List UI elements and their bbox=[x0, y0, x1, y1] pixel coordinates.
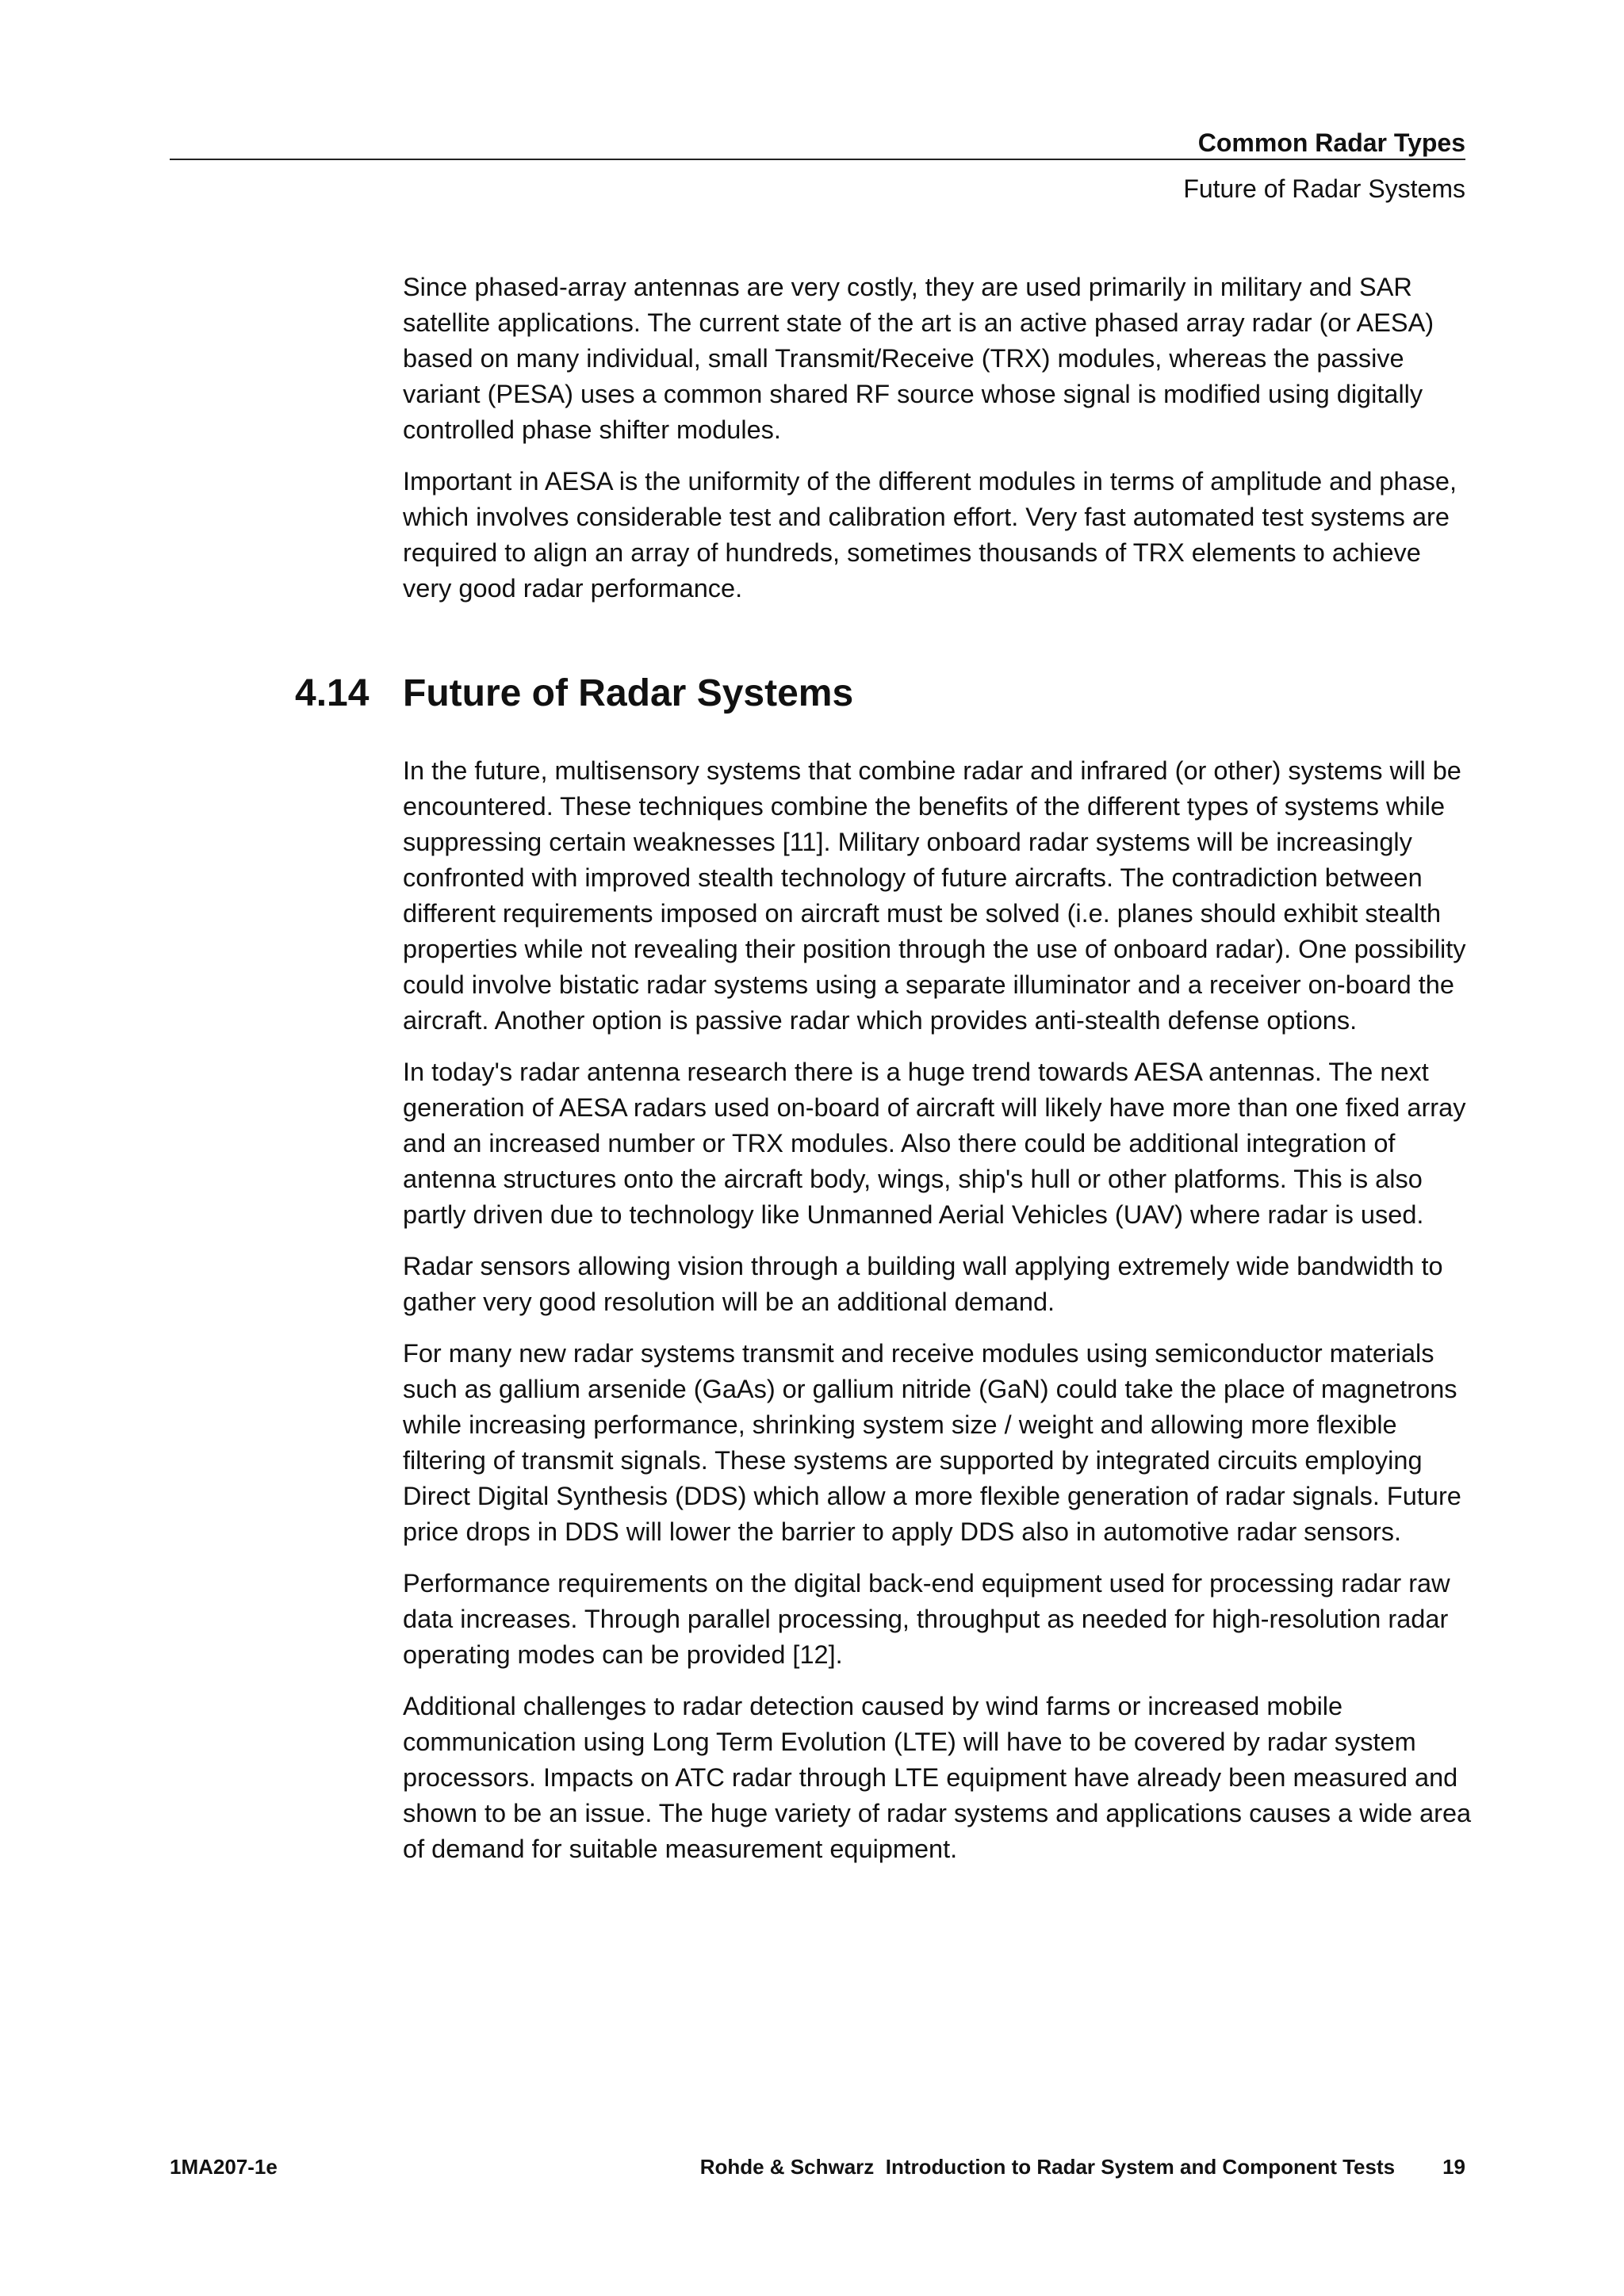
section-number: 4.14 bbox=[295, 672, 370, 714]
section-heading bbox=[295, 670, 853, 718]
intro-text-block bbox=[403, 270, 1473, 622]
paragraph: Radar sensors allowing vision through a building wall applying extremely wide bandwidth to gather very good resolution will be an additional demand. bbox=[403, 1252, 1443, 1316]
paragraph: For many new radar systems transmit and receive modules using semiconductor materials such as gallium arsenide (GaAs) or gallium nitride (GaN) could take the place of magnetrons while increasing performance, shrinking system size / weight and allowing more flexible filtering of transmit signals. These systems are supported by integrated circuits employing Direct Digital Synthesis (DDS) which allow a more flexible generation of radar signals. Future price drops in DDS will lower the barrier to apply DDS also in automotive radar sensors. bbox=[403, 1339, 1461, 1546]
header-chapter-title: Common Radar Types bbox=[1197, 128, 1465, 157]
footer-doc-id: 1MA207-1e bbox=[170, 2155, 278, 2179]
paragraph: Important in AESA is the uniformity of the different modules in terms of amplitude and phase, which involves considerable test and calibration effort. Very fast automated test systems are required to align an array of hundreds, sometimes thousands of TRX elements to achieve very good radar performance. bbox=[403, 467, 1457, 603]
section-title: Future of Radar Systems bbox=[403, 672, 854, 714]
paragraph: In the future, multisensory systems that combine radar and infrared (or other) systems will be encountered. These techniques combine the benefits of the different types of systems while suppressing certain weaknesses [11]. Military onboard radar systems will be increasingly confronted with improved stealth technology of future aircrafts. The contradiction between different requirements imposed on aircraft must be solved (i.e. planes should exhibit stealth properties while not revealing their position through the use of onboard radar). One possibility could involve bistatic radar systems using a separate illuminator and a receiver on-board the aircraft. Another option is passive radar which provides anti-stealth defense options. bbox=[403, 756, 1466, 1035]
paragraph: Since phased-array antennas are very costly, they are used primarily in military and SAR satellite applications. The current state of the art is an active phased array radar (or AESA) based on many individual, small Transmit/Receive (TRX) modules, whereas the passive variant (PESA) uses a common shared RF source whose signal is modified using digitally controlled phase shifter modules. bbox=[403, 273, 1434, 444]
section-text-block bbox=[403, 753, 1473, 1883]
footer-title: Rohde & Schwarz Introduction to Radar System and Component Tests bbox=[699, 2155, 1396, 2179]
footer-right-group bbox=[700, 2153, 1465, 2180]
paragraph: Performance requirements on the digital back-end equipment used for processing radar raw data increases. Through parallel processing, throughput as needed for high-resolution radar operating modes can be provided [12]. bbox=[403, 1569, 1450, 1669]
header-divider bbox=[170, 159, 1465, 160]
paragraph: Additional challenges to radar detection caused by wind farms or increased mobile communication using Long Term Evolution (LTE) will have to be covered by radar system processors. Impacts on ATC radar through LTE equipment have already been measured and shown to be an issue. The huge variety of radar systems and applications causes a wide area of demand for suitable measurement equipment. bbox=[403, 1692, 1472, 1863]
paragraph: In today's radar antenna research there is a huge trend towards AESA antennas. The next generation of AESA radars used on-board of aircraft will likely have more than one fixed array and an increased number or TRX modules. Also there could be additional integration of antenna structures onto the aircraft body, wings, ship's hull or other platforms. This is also partly driven due to technology like Unmanned Aerial Vehicles (UAV) where radar is used. bbox=[403, 1058, 1466, 1229]
page-number: 19 bbox=[1442, 2155, 1465, 2179]
header-section-title: Future of Radar Systems bbox=[1183, 174, 1465, 203]
page-header bbox=[170, 127, 1465, 205]
